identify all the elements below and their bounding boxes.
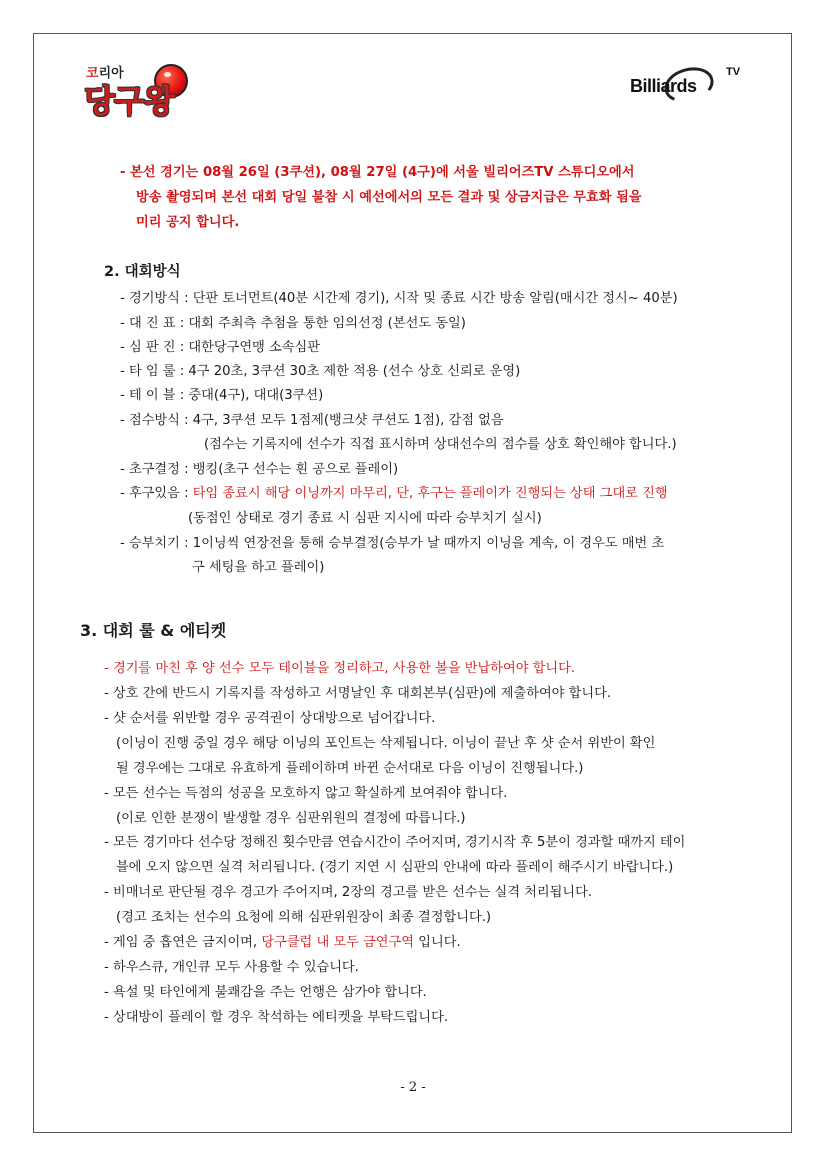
logo-tv: TV — [726, 66, 741, 78]
list-item: - 샷 순서를 위반할 경우 공격권이 상대방으로 넘어갑니다. — [104, 711, 436, 726]
list-item-note: (이로 인한 분쟁이 발생할 경우 심판위원의 결정에 따릅니다.) — [116, 811, 466, 826]
list-item: - 심 판 진 : 대한당구연맹 소속심판 — [120, 340, 320, 355]
list-item: - 게임 중 흡연은 금지이며, 당구클럽 내 모두 금연구역 입니다. — [104, 935, 461, 950]
list-item-note: 될 경우에는 그대로 유효하게 플레이하며 바뀐 순서대로 다음 이닝이 진행됩니다.) — [116, 761, 584, 776]
list-item: - 경기를 마친 후 양 선수 모두 테이블을 정리하고, 사용한 볼을 반납하여야 합니다. — [104, 661, 576, 676]
list-item: - 하우스큐, 개인큐 모두 사용할 수 있습니다. — [104, 960, 359, 975]
list-item: - 상호 간에 반드시 기록지를 작성하고 서명날인 후 대회본부(심판)에 제출하여야 합니다. — [104, 686, 612, 701]
korea-danguwang-logo — [84, 62, 204, 124]
list-item-note: 블에 오지 않으면 실격 처리됩니다. (경기 지연 시 심판의 안내에 따라 플레이 해주시기 바랍니다.) — [116, 860, 674, 875]
notice-line: 방송 촬영되며 본선 대회 당일 불참 시 예선에서의 모든 결과 및 상금지급은 무효화 됨을 — [136, 190, 642, 205]
notice-line: - 본선 경기는 08월 26일 (3쿠션), 08월 27일 (4구)에 서울 빌리어즈TV 스튜디오에서 — [120, 165, 635, 180]
section-title: 2. 대회방식 — [104, 264, 181, 280]
list-item: - 테 이 블 : 중대(4구), 대대(3쿠션) — [120, 388, 324, 403]
billiards-tv-logo — [630, 66, 760, 106]
list-item: - 타 임 룰 : 4구 20초, 3쿠션 30초 제한 적용 (선수 상호 신뢰로 운영) — [120, 364, 521, 379]
list-item: - 욕설 및 타인에게 불쾌감을 주는 언행은 삼가야 합니다. — [104, 985, 427, 1000]
list-item: - 상대방이 플레이 할 경우 착석하는 에티켓을 부탁드립니다. — [104, 1010, 449, 1025]
list-item: - 점수방식 : 4구, 3쿠션 모두 1점제(뱅크샷 쿠션도 1점), 감점 없음 — [120, 413, 504, 428]
notice-line: 미리 공지 합니다. — [136, 215, 240, 230]
list-item-note: (이닝이 진행 중일 경우 해당 이닝의 포인트는 삭제됩니다. 이닝이 끝난 후 샷 순서 위반이 확인 — [116, 736, 656, 751]
list-item-note: (동점인 상태로 경기 종료 시 심판 지시에 따라 승부치기 실시) — [188, 511, 542, 526]
list-item: - 승부치기 : 1이닝씩 연장전을 통해 승부결정(승부가 날 때까지 이닝을 계속, 이 경우도 매번 초 — [120, 536, 665, 551]
list-item: - 후구있음 : 타임 종료시 해당 이닝까지 마무리, 단, 후구는 플레이가 진행되는 상태 그대로 진행 — [120, 486, 668, 501]
red-highlight-text: 당구클럽 내 모두 금연구역 — [261, 935, 415, 950]
logo-big-text: 당구왕 — [84, 82, 174, 120]
list-item-note: 구 세팅을 하고 플레이) — [192, 560, 325, 575]
logo-word: Billiards — [630, 76, 697, 96]
list-item: - 대 진 표 : 대회 주최측 추첨을 통한 임의선정 (본선도 동일) — [120, 316, 466, 331]
section-title: 3. 대회 룰 & 에티켓 — [80, 621, 227, 640]
list-item: - 경기방식 : 단판 토너먼트(40분 시간제 경기), 시작 및 종료 시간 방송 알림(매시간 정시~ 40분) — [120, 291, 678, 306]
list-item: - 모든 경기마다 선수당 정해진 횟수만큼 연습시간이 주어지며, 경기시작 후 5분이 경과할 때까지 테이 — [104, 835, 686, 850]
list-item: - 초구결정 : 뱅킹(초구 선수는 흰 공으로 플레이) — [120, 462, 399, 477]
logo-small-text: 코리아 — [86, 66, 124, 81]
list-item: - 모든 선수는 득점의 성공을 모호하지 않고 확실하게 보여줘야 합니다. — [104, 786, 508, 801]
list-item: - 비매너로 판단될 경우 경고가 주어지며, 2장의 경고를 받은 선수는 실격 처리됩니다. — [104, 885, 593, 900]
list-item-note: (경고 조치는 선수의 요청에 의해 심판위원장이 최종 결정합니다.) — [116, 910, 492, 925]
red-highlight-text: 타임 종료시 해당 이닝까지 마무리, 단, 후구는 플레이가 진행되는 상태 그대로 진행 — [192, 486, 668, 501]
list-item-note: (점수는 기록지에 선수가 직접 표시하며 상대선수의 점수를 상호 확인해야 합니다.) — [204, 437, 677, 452]
page-number: - 2 - — [400, 1080, 426, 1095]
